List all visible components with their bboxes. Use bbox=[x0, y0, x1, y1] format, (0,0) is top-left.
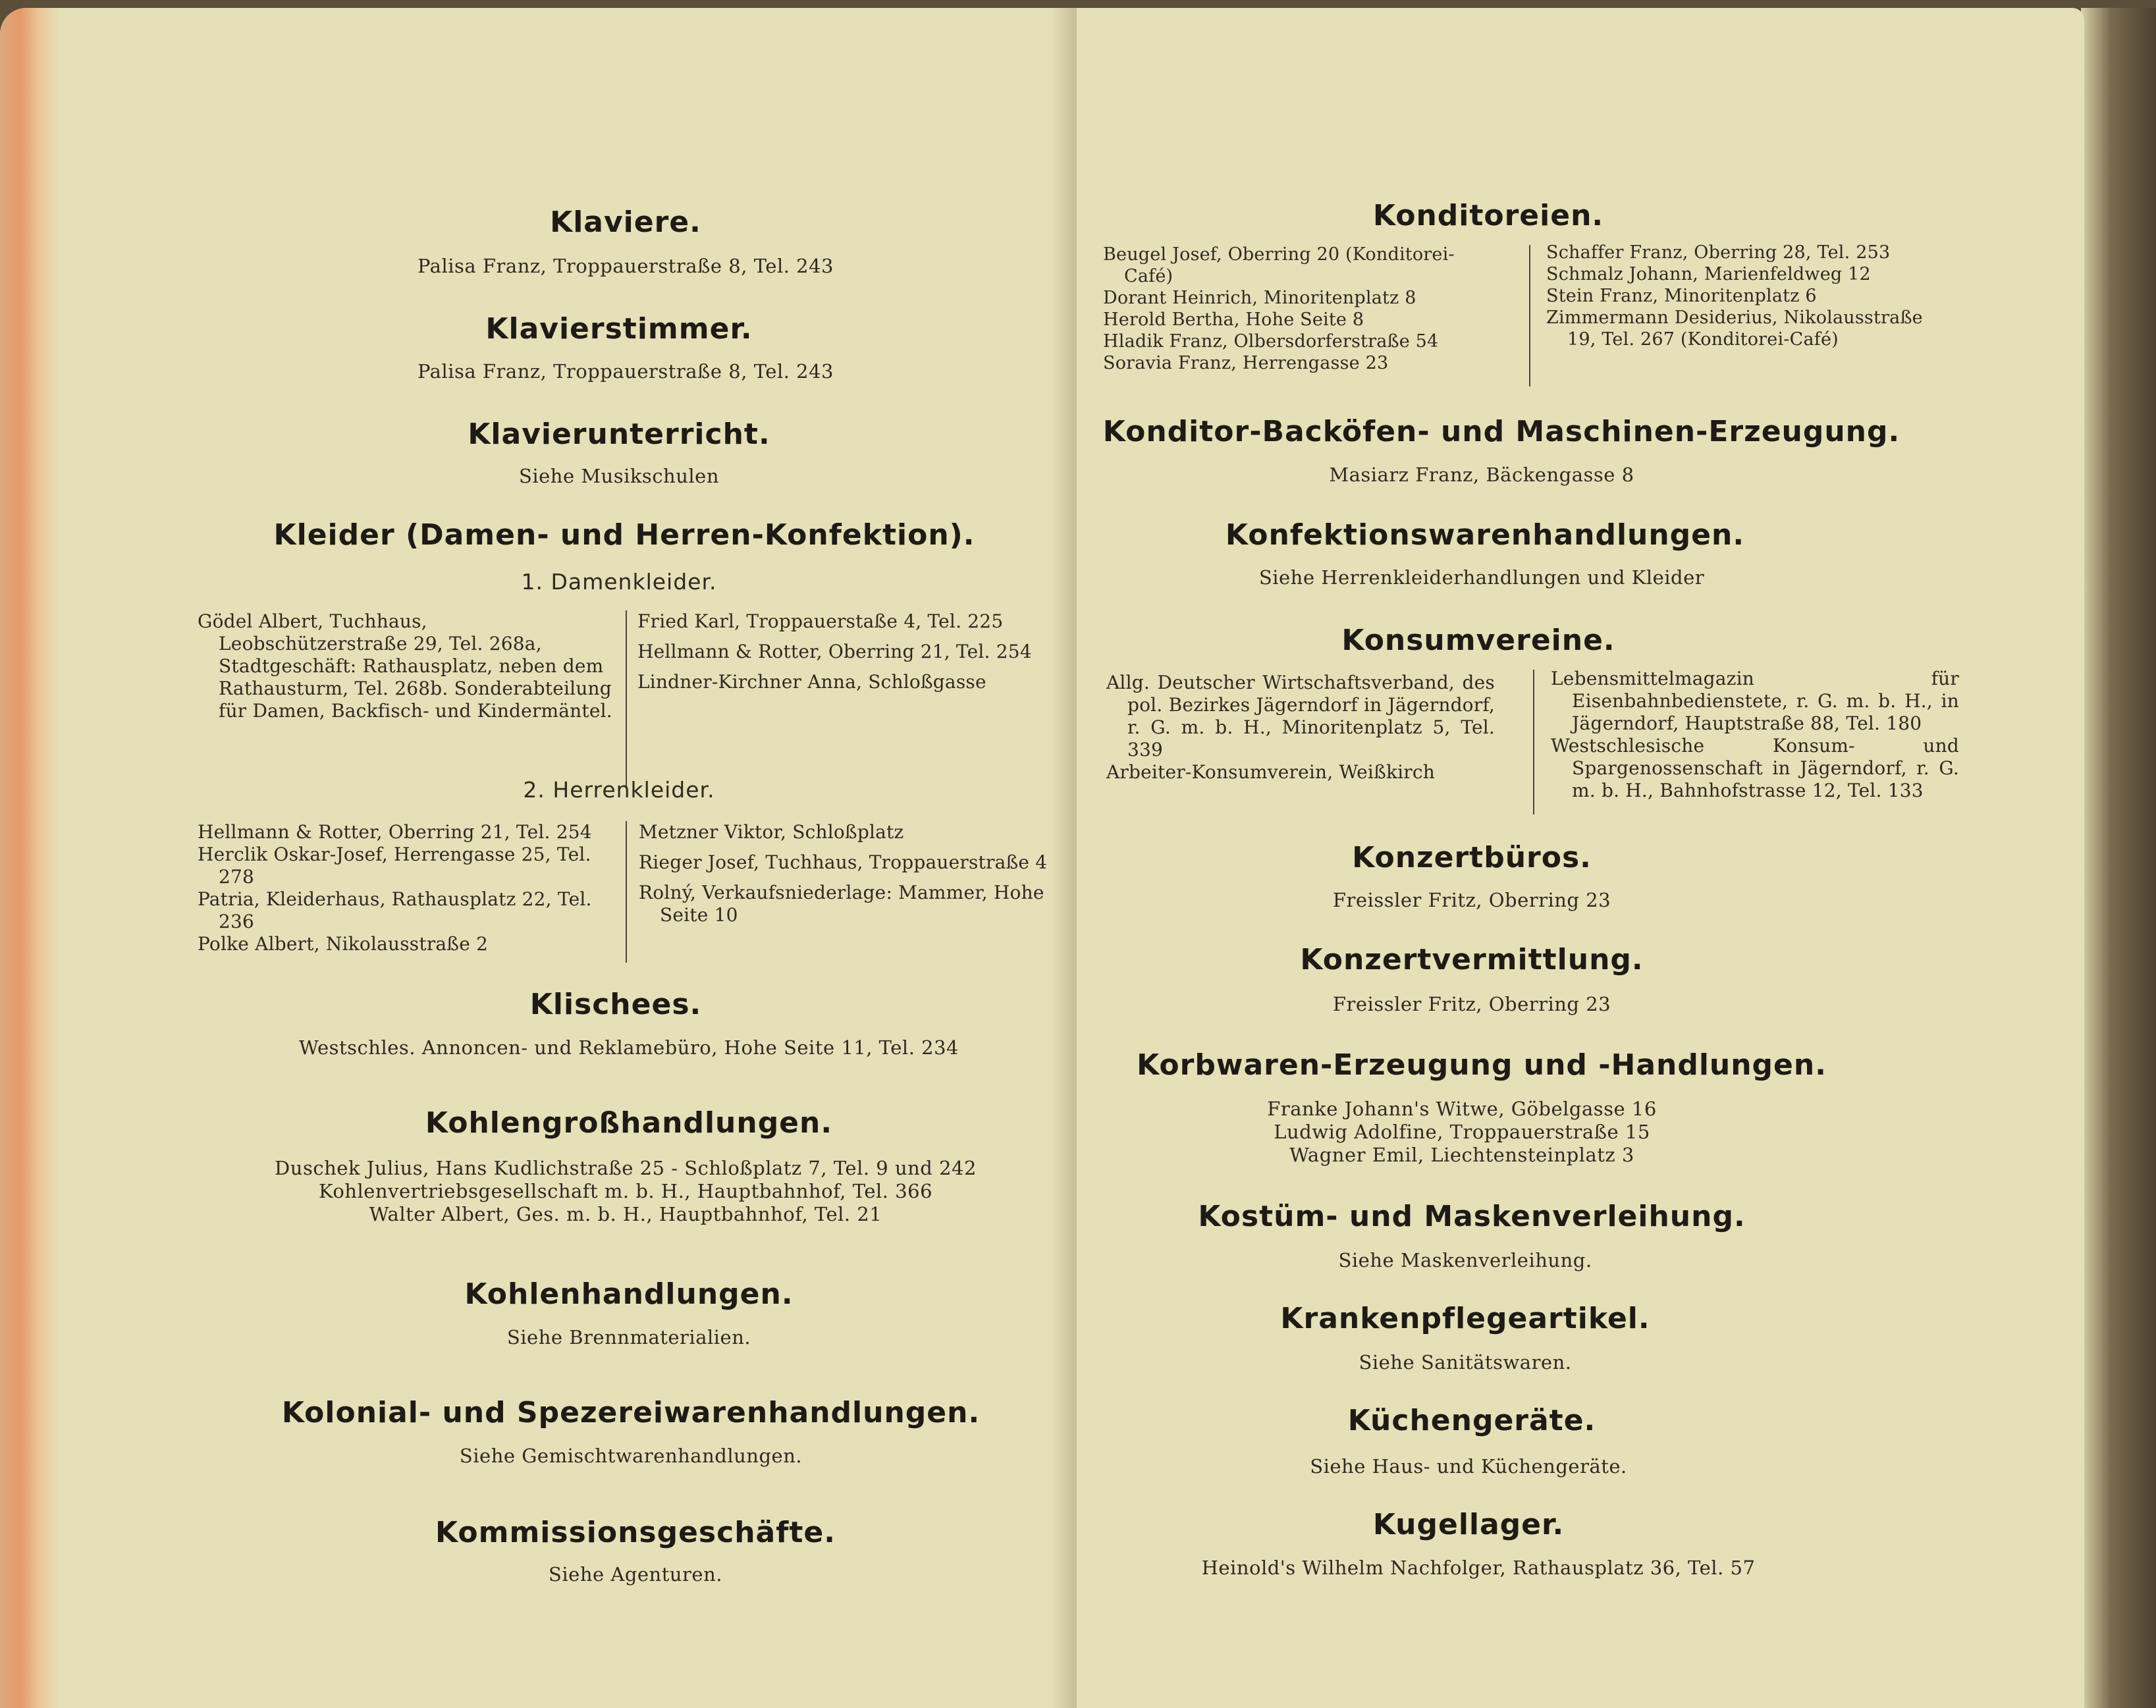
list-item: Hellmann & Rotter, Oberring 21, Tel. 254 bbox=[198, 821, 592, 843]
list-item: Patria, Kleiderhaus, Rathausplatz 22, Tel. 236 bbox=[198, 888, 592, 932]
section-heading-kohlenhandlungen: Kohlenhandlungen. bbox=[464, 1277, 794, 1311]
section-heading-klavierunterricht: Klavierunterricht. bbox=[468, 417, 770, 451]
subheading-herrenkleider: 2. Herrenkleider. bbox=[523, 777, 715, 803]
entry-kohlengross-2: Kohlenvertriebsgesellschaft m. b. H., Hauptbahnhof, Tel. 366 bbox=[318, 1180, 933, 1202]
entry-korbwaren-3: Wagner Emil, Liechtensteinplatz 3 bbox=[1289, 1144, 1634, 1166]
list-item: Herold Bertha, Hohe Seite 8 bbox=[1103, 309, 1364, 330]
section-heading-konsumvereine: Konsumvereine. bbox=[1341, 624, 1615, 657]
list-item: Westschlesische Konsum- und Spargenossenschaft in Jägerndorf, r. G. m. b. H., Bahnhofstrasse 12, Tel. 133 bbox=[1551, 735, 1959, 801]
list-item: Dorant Heinrich, Minoritenplatz 8 bbox=[1103, 288, 1416, 308]
entry-backoefen: Masiarz Franz, Bäckengasse 8 bbox=[1329, 464, 1634, 486]
page-edge bbox=[0, 8, 59, 1708]
section-heading-kleider: Kleider (Damen- und Herren-Konfektion). bbox=[273, 518, 975, 552]
entry-korbwaren-1: Franke Johann's Witwe, Göbelgasse 16 bbox=[1267, 1098, 1657, 1120]
list-item: Lebensmittelmagazin für Eisenbahnbedienstete, r. G. m. b. H., in Jägerndorf, Hauptstraße 88, Tel. 180 bbox=[1551, 668, 1959, 734]
list-item: Rieger Josef, Tuchhaus, Troppauerstraße 4 bbox=[639, 851, 1048, 873]
list-item: Fried Karl, Troppauerstaße 4, Tel. 225 bbox=[637, 610, 1004, 632]
entry-konfektion: Siehe Herrenkleiderhandlungen und Kleider bbox=[1258, 566, 1705, 589]
entry-korbwaren-2: Ludwig Adolfine, Troppauerstraße 15 bbox=[1274, 1121, 1650, 1143]
right-page bbox=[1077, 8, 2084, 1708]
list-item: Herclik Oskar-Josef, Herrengasse 25, Tel. 278 bbox=[198, 843, 591, 888]
section-heading-konzertbueros: Konzertbüros. bbox=[1352, 841, 1592, 874]
list-item: Soravia Franz, Herrengasse 23 bbox=[1103, 353, 1389, 373]
section-heading-backoefen: Konditor-Backöfen- und Maschinen-Erzeugung. bbox=[1102, 415, 1900, 448]
list-item: Hellmann & Rotter, Oberring 21, Tel. 254 bbox=[637, 641, 1032, 662]
section-heading-kostuem: Kostüm- und Maskenverleihung. bbox=[1198, 1200, 1746, 1233]
entry-klischees: Westschles. Annoncen- und Reklamebüro, Hohe Seite 11, Tel. 234 bbox=[299, 1036, 959, 1059]
entry-kostuem: Siehe Maskenverleihung. bbox=[1338, 1249, 1592, 1271]
left-page bbox=[0, 8, 1077, 1708]
entry-klavierunterricht: Siehe Musikschulen bbox=[518, 465, 720, 487]
list-item: Lindner-Kirchner Anna, Schloßgasse bbox=[637, 671, 986, 693]
book-edge bbox=[2081, 8, 2156, 1708]
entry-kohlenhandlungen: Siehe Brennmaterialien. bbox=[506, 1326, 751, 1348]
column-divider bbox=[1533, 670, 1534, 814]
column-divider bbox=[626, 821, 627, 963]
section-heading-korbwaren: Korbwaren-Erzeugung und -Handlungen. bbox=[1137, 1048, 1827, 1082]
section-heading-kugellager: Kugellager. bbox=[1372, 1508, 1565, 1541]
column-damenkleider-right bbox=[637, 610, 1059, 693]
list-item: Metzner Viktor, Schloßplatz bbox=[639, 821, 904, 843]
entry-klavierstimmer: Palisa Franz, Troppauerstraße 8, Tel. 243 bbox=[417, 360, 834, 383]
column-konsumvereine-right bbox=[1551, 668, 1959, 802]
section-heading-klaviere: Klaviere. bbox=[550, 205, 701, 239]
entry-kohlengross-1: Duschek Julius, Hans Kudlichstraße 25 - Schloßplatz 7, Tel. 9 und 242 bbox=[275, 1157, 977, 1179]
section-heading-kommission: Kommissionsgeschäfte. bbox=[435, 1516, 836, 1549]
section-heading-konfektion: Konfektionswarenhandlungen. bbox=[1225, 518, 1745, 552]
column-herrenkleider-right bbox=[639, 821, 1060, 926]
entry-kuechengeraete: Siehe Haus- und Küchengeräte. bbox=[1310, 1455, 1627, 1478]
section-heading-krankenpflege: Krankenpflegeartikel. bbox=[1280, 1302, 1650, 1335]
column-herrenkleider-left bbox=[198, 821, 612, 955]
section-heading-kuechengeraete: Küchengeräte. bbox=[1347, 1404, 1596, 1437]
list-item: Arbeiter-Konsumverein, Weißkirch bbox=[1106, 761, 1436, 783]
list-item: Zimmermann Desiderius, Nikolausstraße 19, Tel. 267 (Konditorei-Café) bbox=[1546, 307, 1923, 350]
entry-konzertbueros: Freissler Fritz, Oberring 23 bbox=[1332, 889, 1611, 911]
list-item: Beugel Josef, Oberring 20 (Konditorei-Café) bbox=[1103, 244, 1455, 286]
entry-krankenpflege: Siehe Sanitätswaren. bbox=[1359, 1351, 1572, 1374]
subheading-damenkleider: 1. Damenkleider. bbox=[521, 569, 717, 595]
entry-kommission: Siehe Agenturen. bbox=[549, 1563, 722, 1586]
entry-kohlengross-3: Walter Albert, Ges. m. b. H., Hauptbahnhof, Tel. 21 bbox=[369, 1203, 882, 1225]
list-item: Schmalz Johann, Marienfeldweg 12 bbox=[1546, 264, 1871, 284]
section-heading-kolonial: Kolonial- und Spezereiwarenhandlungen. bbox=[281, 1396, 981, 1429]
list-item: Gödel Albert, Tuchhaus, Leobschützerstraße 29, Tel. 268a, Stadtgeschäft: Rathausplatz, neben dem Rathausturm, Tel. 268b. Sonderabteilung für Damen, Backfisch- und Kindermäntel. bbox=[198, 610, 612, 722]
entry-kolonial: Siehe Gemischtwarenhandlungen. bbox=[459, 1445, 803, 1467]
list-item: Allg. Deutscher Wirtschaftsverband, des pol. Bezirkes Jägerndorf in Jägerndorf, r. G. m. b. H., Minoritenplatz 5, Tel. 339 bbox=[1106, 672, 1495, 761]
list-item: Stein Franz, Minoritenplatz 6 bbox=[1546, 286, 1817, 306]
column-konsumvereine-left bbox=[1106, 672, 1495, 784]
section-heading-klavierstimmer: Klavierstimmer. bbox=[485, 312, 753, 346]
column-konditoreien-right bbox=[1546, 242, 1954, 350]
section-heading-klischees: Klischees. bbox=[529, 988, 702, 1021]
column-divider bbox=[1529, 245, 1530, 387]
column-konditoreien-left bbox=[1103, 244, 1498, 374]
section-heading-kohlengross: Kohlengroßhandlungen. bbox=[425, 1106, 833, 1140]
list-item: Rolný, Verkaufsniederlage: Mammer, Hohe Seite 10 bbox=[639, 882, 1044, 926]
entry-konzertvermittlung: Freissler Fritz, Oberring 23 bbox=[1332, 993, 1611, 1015]
column-divider bbox=[626, 610, 627, 788]
list-item: Polke Albert, Nikolausstraße 2 bbox=[198, 933, 489, 955]
column-damenkleider-left bbox=[198, 610, 612, 722]
entry-klaviere: Palisa Franz, Troppauerstraße 8, Tel. 243 bbox=[417, 255, 834, 277]
entry-kugellager: Heinold's Wilhelm Nachfolger, Rathausplatz 36, Tel. 57 bbox=[1201, 1557, 1756, 1579]
list-item: Schaffer Franz, Oberring 28, Tel. 253 bbox=[1546, 242, 1891, 263]
list-item: Hladik Franz, Olbersdorferstraße 54 bbox=[1103, 331, 1439, 352]
section-heading-konzertvermittlung: Konzertvermittlung. bbox=[1300, 943, 1644, 976]
section-heading-konditoreien: Konditoreien. bbox=[1372, 199, 1604, 232]
